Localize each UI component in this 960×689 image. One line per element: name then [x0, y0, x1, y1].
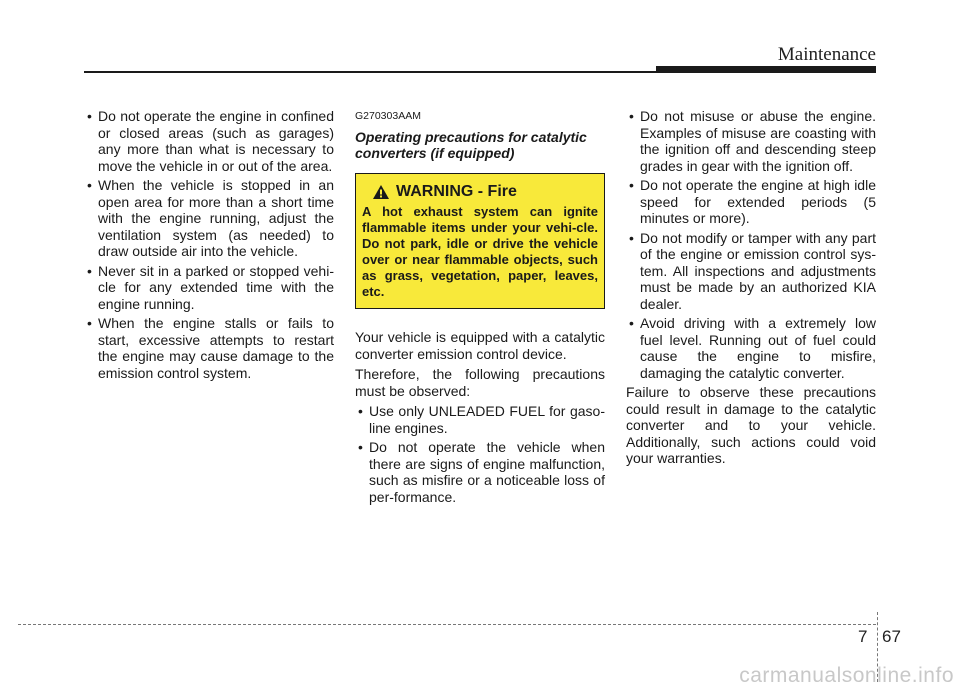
- list-item: [626, 177, 876, 227]
- bullet-dot: •: [629, 108, 634, 124]
- bullet-dot: •: [358, 403, 363, 419]
- footer-rule: [18, 624, 876, 625]
- list-item: [355, 439, 605, 505]
- bullet-dot: •: [87, 315, 92, 331]
- warning-header: [372, 184, 598, 201]
- right-bullet-list: [626, 108, 876, 381]
- middle-bullet-list: [355, 403, 605, 505]
- bullet-dot: •: [358, 439, 363, 455]
- header-rule-accent: [656, 66, 876, 73]
- list-item: [84, 108, 334, 174]
- list-item-text: Never sit in a parked or stopped vehi-cle for any extended time with the engine running.: [98, 262, 334, 312]
- bullet-dot: •: [629, 177, 634, 193]
- section-title: Maintenance: [777, 44, 876, 65]
- list-item-text: Do not misuse or abuse the engine. Examples of misuse are coasting with the ignition off and descending steep grades in gear with the ignition off.: [640, 108, 876, 174]
- warning-box: [355, 173, 605, 310]
- paragraph: Therefore, the following precautions must be observed:: [355, 366, 605, 399]
- list-item: [84, 263, 334, 313]
- paragraph: Your vehicle is equipped with a catalytic converter emission control device.: [355, 329, 605, 362]
- bullet-dot: •: [629, 315, 634, 331]
- list-item: [84, 315, 334, 381]
- chapter-number: 7: [858, 627, 868, 646]
- left-bullet-list: [84, 108, 334, 381]
- list-item-text: Do not operate the engine in confined or closed areas (such as garages) any more than what is necessary to move the vehicle in or out of the area.: [98, 108, 334, 174]
- list-item-text: Do not modify or tamper with any part of the engine or emission control sys-tem. All inspections and adjustments must be made by an authorized KIA dealer.: [640, 229, 876, 312]
- bullet-dot: •: [87, 262, 92, 279]
- warning-triangle-icon: [372, 184, 390, 200]
- middle-column: [355, 108, 605, 508]
- warning-text: A hot exhaust system can ignite flammable items under your vehi-cle. Do not park, idle or drive the vehicle over or near flammable objects, such as grass, vegetation, paper, leaves, etc.: [362, 204, 598, 299]
- page-number: 67: [882, 627, 901, 646]
- list-item: [626, 315, 876, 381]
- right-column: [626, 108, 876, 471]
- bullet-dot: •: [87, 177, 92, 193]
- warning-title: WARNING - Fire: [396, 182, 517, 200]
- list-item: [84, 177, 334, 260]
- section-subheading: Operating precautions for catalytic converters (if equipped): [355, 128, 587, 161]
- list-item-text: When the engine stalls or fails to start, excessive attempts to restart the engine may cause damage to the emission control system.: [98, 315, 334, 381]
- section-code: G270303AAM: [355, 110, 421, 122]
- watermark: carmanualsonline.info: [739, 664, 954, 687]
- list-item-text: When the vehicle is stopped in an open area for more than a short time with the engine running, adjust the ventilation system (as needed) to draw outside air into the vehicle.: [98, 177, 334, 259]
- bullet-dot: •: [87, 108, 92, 124]
- list-item: [626, 230, 876, 313]
- list-item-text: Do not operate the engine at high idle speed for extended periods (5 minutes or more).: [640, 177, 876, 226]
- list-item-text: Use only UNLEADED FUEL for gaso-line engines.: [369, 403, 605, 436]
- list-item-text: Avoid driving with a extremely low fuel level. Running out of fuel could cause the engine to misfire, damaging the catalytic converter.: [640, 315, 876, 381]
- list-item: [626, 108, 876, 174]
- list-item: [355, 403, 605, 436]
- list-item-text: Do not operate the vehicle when there are signs of engine malfunction, such as misfire or a noticeable loss of per-formance.: [369, 439, 605, 505]
- left-column: [84, 108, 334, 384]
- closing-paragraph: Failure to observe these precautions could result in damage to the catalytic converter and to your vehicle. Additionally, such actions could void your warranties.: [626, 384, 876, 466]
- bullet-dot: •: [629, 229, 634, 246]
